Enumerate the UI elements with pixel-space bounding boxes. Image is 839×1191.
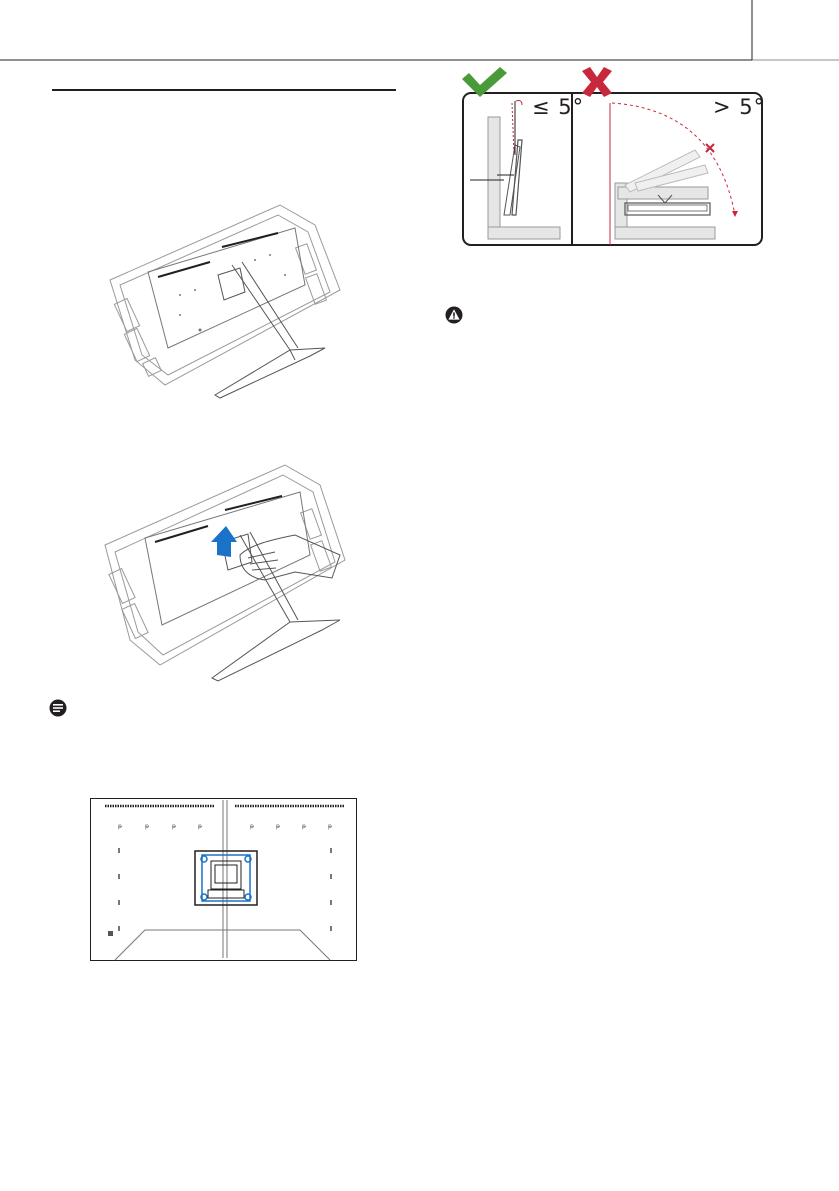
ok-angle-label: ≤ 5° [532, 95, 585, 119]
tilt-comparison-panel [460, 65, 765, 250]
svg-text:ᵽ: ᵽ [302, 823, 307, 830]
svg-text:ᵽ: ᵽ [118, 823, 123, 830]
section-rule [52, 89, 396, 91]
svg-text:ᵽ: ᵽ [198, 823, 203, 830]
svg-text:ᵽ: ᵽ [328, 823, 333, 830]
svg-text:ᵽ: ᵽ [172, 823, 177, 830]
lift-arrow-icon [211, 526, 237, 557]
svg-text:ᵽ: ᵽ [250, 823, 255, 830]
vesa-mount-illustration [90, 798, 358, 962]
warning-icon [445, 306, 463, 324]
bad-angle-label: > 5° [713, 95, 766, 119]
remove-stand-illustration [100, 460, 360, 685]
monitor-in-foam-illustration [100, 200, 360, 405]
note-icon [49, 699, 67, 717]
svg-text:ᵽ: ᵽ [145, 823, 150, 830]
svg-text:ᵽ: ᵽ [276, 823, 281, 830]
